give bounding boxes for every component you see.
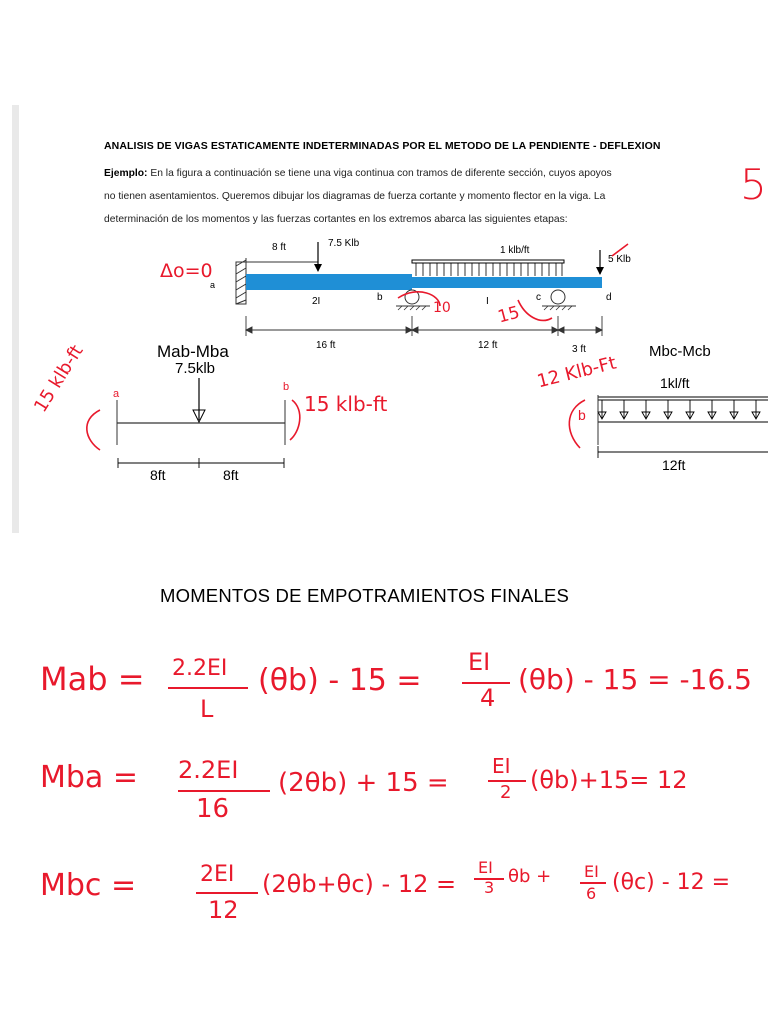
eq-mab-num: 2.2EI (172, 656, 228, 681)
page-number-handwritten: 5 (740, 160, 767, 209)
sub-bc-title: Mbc-Mcb (649, 343, 711, 360)
eq-mba-rest2: (θb)+15= 12 (530, 766, 688, 794)
roller-support-c (542, 290, 576, 310)
eq-mab-num2: EI (468, 648, 491, 676)
distributed-load-label: 1 klb/ft (500, 245, 530, 256)
sub-ab-right-dim: 8ft (223, 467, 239, 483)
eq-mbc-rest: (2θb+θc) - 12 = (262, 870, 457, 898)
fixed-support-a (236, 260, 246, 304)
eq-mab-lhs: Mab = (40, 660, 145, 698)
inertia-2i-label: 2I (312, 296, 321, 307)
eq-mab-den: L (200, 695, 214, 723)
right-moment-annotation: 15 klb-ft (304, 392, 388, 416)
eq-mba-lhs: Mba = (40, 760, 138, 795)
inertia-i-label: I (486, 296, 489, 307)
beam-span-ab (246, 274, 412, 290)
beam-span-bd (412, 277, 602, 288)
eq-mbc-rest3: (θc) - 12 = (612, 870, 731, 895)
eq-mab-rest2: (θb) - 15 = -16.5 (518, 663, 752, 696)
beam-moment-arc-c (518, 300, 552, 320)
eq-mbc-den2: 3 (484, 878, 495, 897)
example-label: Ejemplo: (104, 168, 148, 179)
end-load-label: 5 Klb (608, 254, 631, 265)
distributed-load-bar (412, 260, 564, 263)
sub-ab-end-b: b (283, 381, 290, 393)
span-16ft-label: 16 ft (316, 340, 336, 351)
sub-bc-load-arrows (598, 400, 760, 419)
eq-mab-rest: (θb) - 15 = (258, 663, 422, 698)
sub-ab-end-a: a (113, 388, 120, 400)
eq-mbc-num: 2EI (200, 862, 235, 887)
point-a-label: a (210, 280, 216, 290)
point-d-label: d (606, 292, 612, 303)
beam-10-annotation: 10 (433, 300, 451, 316)
dim-8ft-label: 8 ft (272, 242, 286, 253)
eq-mba-num2: EI (492, 754, 511, 778)
sub-ab-title: Mab-Mba (157, 342, 229, 361)
eq-mbc-den: 12 (208, 896, 239, 924)
moment-arc-left (87, 410, 100, 450)
delta-annotation: Δo=0 (160, 260, 213, 282)
eq-mbc-mid: θb + (508, 866, 552, 887)
span-3ft-label: 3 ft (572, 344, 586, 355)
eq-mab-den2: 4 (480, 684, 496, 712)
sub-ab-left-dim: 8ft (150, 467, 166, 483)
sub-ab-dimension (118, 458, 284, 468)
eq-mab-fraction-bar (168, 687, 248, 689)
beam-15-annotation: 15 (495, 302, 522, 328)
eq-mbc-num2: EI (478, 858, 493, 877)
example-paragraph-line-2: no tienen asentamientos. Queremos dibujar los diagramas de fuerza cortante y momento flector en la viga. La (104, 191, 606, 202)
section-heading: MOMENTOS DE EMPOTRAMIENTOS FINALES (160, 585, 570, 606)
sub-ab-load-label: 7.5klb (175, 360, 216, 377)
document-title: ANALISIS DE VIGAS ESTATICAMENTE INDETERMINADAS POR EL METODO DE LA PENDIENTE - DEFLEXION (104, 140, 661, 152)
point-b-label: b (377, 292, 383, 303)
eq-mbc-den3: 6 (586, 884, 597, 903)
point-c-label: c (536, 292, 541, 303)
bc-moment-annotation: 12 Klb-Ft (535, 352, 619, 393)
sub-bc-load-bar (598, 397, 768, 400)
distributed-load-arrows (416, 263, 562, 276)
eq-mba-num: 2.2EI (178, 756, 239, 784)
point-load-label: 7.5 Klb (328, 238, 360, 249)
eq-mbc-num3: EI (584, 862, 599, 881)
sub-bc-load-label: 1kl/ft (660, 375, 690, 391)
eq-mba-rest: (2θb) + 15 = (278, 768, 449, 798)
eq-mba-den: 16 (196, 794, 230, 824)
eq-mba-den2: 2 (500, 782, 512, 803)
moment-arc-right (290, 400, 300, 440)
example-paragraph-line-3: determinación de los momentos y las fuerzas cortantes en los extremos abarca las siguientes etapas: (104, 214, 568, 225)
left-moment-annotation: 15 klb-ft (30, 341, 88, 417)
sub-bc-span-label: 12ft (662, 457, 686, 473)
eq-mbc-fraction-bar (196, 892, 258, 894)
span-12ft-label: 12 ft (478, 340, 498, 351)
eq-mba-fraction-bar (178, 790, 270, 792)
example-paragraph-line-1: Ejemplo: En la figura a continuación se tiene una viga continua con tramos de diferente sección, cuyos apoyos (104, 168, 612, 179)
eq-mbc-lhs: Mbc = (40, 868, 137, 903)
sub-bc-end-b: b (578, 407, 586, 423)
